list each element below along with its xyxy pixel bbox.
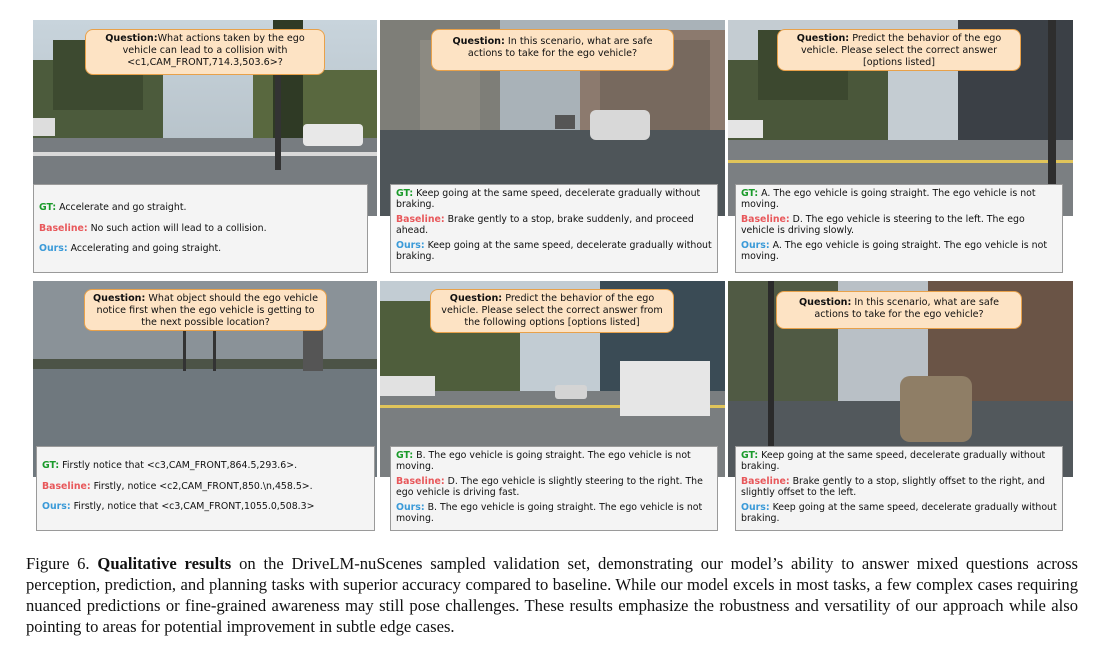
gt-answer: [396, 451, 712, 472]
baseline-answer: [741, 215, 1057, 236]
gt-answer: [39, 203, 362, 214]
baseline-label: Baseline:: [396, 214, 445, 225]
gt-label: GT:: [39, 202, 57, 213]
question-text: In this scenario, what are safe actions to take for the ego vehicle?: [467, 36, 653, 59]
ours-label: Ours:: [39, 243, 68, 254]
ours-text: Firstly, notice that <c3,CAM_FRONT,1055.0,508.3>: [73, 501, 315, 512]
question-label: Question:: [93, 293, 146, 304]
ours-answer: [741, 241, 1057, 262]
answer-box: [390, 184, 718, 273]
baseline-text: Firstly, notice <c2,CAM_FRONT,850.\n,458.5>.: [93, 480, 313, 492]
baseline-label: Baseline:: [741, 476, 790, 487]
baseline-label: Baseline:: [42, 480, 91, 492]
gt-text: B. The ego vehicle is going straight. The ego vehicle is not moving.: [396, 450, 691, 472]
question-box: [430, 289, 674, 333]
ours-answer: [42, 502, 369, 513]
question-box: [776, 291, 1022, 329]
question-text: In this scenario, what are safe actions to take for the ego vehicle?: [814, 297, 999, 320]
question-text: Predict the behavior of the ego vehicle. Please select the correct answer [options listed]: [800, 33, 1002, 68]
gt-answer: [396, 189, 712, 210]
question-box: [777, 29, 1021, 71]
question-label: Question:: [105, 33, 158, 44]
baseline-label: Baseline:: [741, 214, 790, 225]
gt-label: GT:: [396, 450, 414, 461]
gt-label: GT:: [396, 188, 414, 199]
ours-answer: [396, 503, 712, 524]
question-box: [431, 29, 674, 71]
baseline-text: Brake gently to a stop, brake suddenly, and proceed ahead.: [396, 214, 694, 236]
gt-text: Keep going at the same speed, decelerate gradually without braking.: [741, 450, 1046, 472]
gt-text: Keep going at the same speed, decelerate gradually without braking.: [396, 188, 701, 210]
ours-label: Ours:: [741, 502, 770, 513]
baseline-text: Brake gently to a stop, slightly offset to the right, and slightly offset to the left.: [741, 476, 1045, 498]
answer-box: [33, 184, 368, 273]
question-text: What actions taken by the ego vehicle can lead to a collision with <c1,CAM_FRONT,714.3,503.6>?: [122, 33, 305, 68]
ours-answer: [396, 241, 712, 262]
baseline-answer: [42, 482, 369, 493]
gt-text: Accelerate and go straight.: [59, 202, 187, 213]
answer-box: [36, 446, 375, 531]
caption-bold: Qualitative results: [97, 554, 232, 573]
question-text: Predict the behavior of the ego vehicle. Please select the correct answer from the following options [options listed]: [441, 293, 663, 328]
question-label: Question:: [799, 297, 852, 308]
gt-answer: [741, 451, 1057, 472]
baseline-text: D. The ego vehicle is steering to the left. The ego vehicle is driving slowly.: [741, 214, 1025, 236]
ours-label: Ours:: [396, 502, 425, 513]
gt-label: GT:: [741, 188, 759, 199]
ours-text: Accelerating and going straight.: [70, 243, 222, 254]
caption-text: on the DriveLM-nuScenes sampled validation set, demonstrating our model’s ability to answer mixed questions across perception, prediction, and planning tasks with superior accuracy compared to baseline. While our model excels in most tasks, a few complex cases requiring nuanced predictions or fine-grained awareness may still pose challenges. These results emphasize the robustness and versatility of our approach while also pointing to areas for potential improvement in subtle edge cases.: [26, 554, 1079, 636]
question-text: What object should the ego vehicle notice first when the ego vehicle is getting to the next possible location?: [96, 293, 318, 328]
question-box: [84, 289, 327, 331]
ours-answer: [39, 244, 362, 255]
ours-answer: [741, 503, 1057, 524]
ours-label: Ours:: [396, 240, 425, 251]
ours-text: A. The ego vehicle is going straight. The ego vehicle is not moving.: [741, 240, 1047, 262]
gt-answer: [42, 461, 369, 472]
baseline-text: D. The ego vehicle is slightly steering to the right. The ego vehicle is driving fast.: [396, 476, 703, 498]
question-label: Question:: [452, 36, 505, 47]
gt-answer: [741, 189, 1057, 210]
baseline-label: Baseline:: [39, 222, 88, 234]
baseline-answer: [396, 215, 712, 236]
baseline-label: Baseline:: [396, 476, 445, 487]
answer-box: [390, 446, 718, 531]
figure-number: Figure 6.: [26, 554, 90, 573]
gt-label: GT:: [42, 460, 60, 471]
figure-caption: [26, 553, 1078, 637]
baseline-answer: [741, 477, 1057, 498]
answer-box: [735, 184, 1063, 273]
question-label: Question:: [796, 33, 850, 44]
baseline-answer: [396, 477, 712, 498]
ours-label: Ours:: [42, 501, 71, 512]
ours-text: Keep going at the same speed, decelerate gradually without braking.: [741, 502, 1057, 524]
gt-text: Firstly notice that <c3,CAM_FRONT,864.5,293.6>.: [62, 460, 298, 471]
baseline-text: No such action will lead to a collision.: [90, 222, 267, 234]
answer-box: [735, 446, 1063, 531]
gt-text: A. The ego vehicle is going straight. The ego vehicle is not moving.: [741, 188, 1036, 210]
ours-text: B. The ego vehicle is going straight. The ego vehicle is not moving.: [396, 502, 703, 524]
question-box: [85, 29, 325, 75]
question-label: Question:: [449, 293, 503, 304]
ours-text: Keep going at the same speed, decelerate gradually without braking.: [396, 240, 712, 262]
ours-label: Ours:: [741, 240, 770, 251]
gt-label: GT:: [741, 450, 759, 461]
baseline-answer: [39, 224, 362, 235]
